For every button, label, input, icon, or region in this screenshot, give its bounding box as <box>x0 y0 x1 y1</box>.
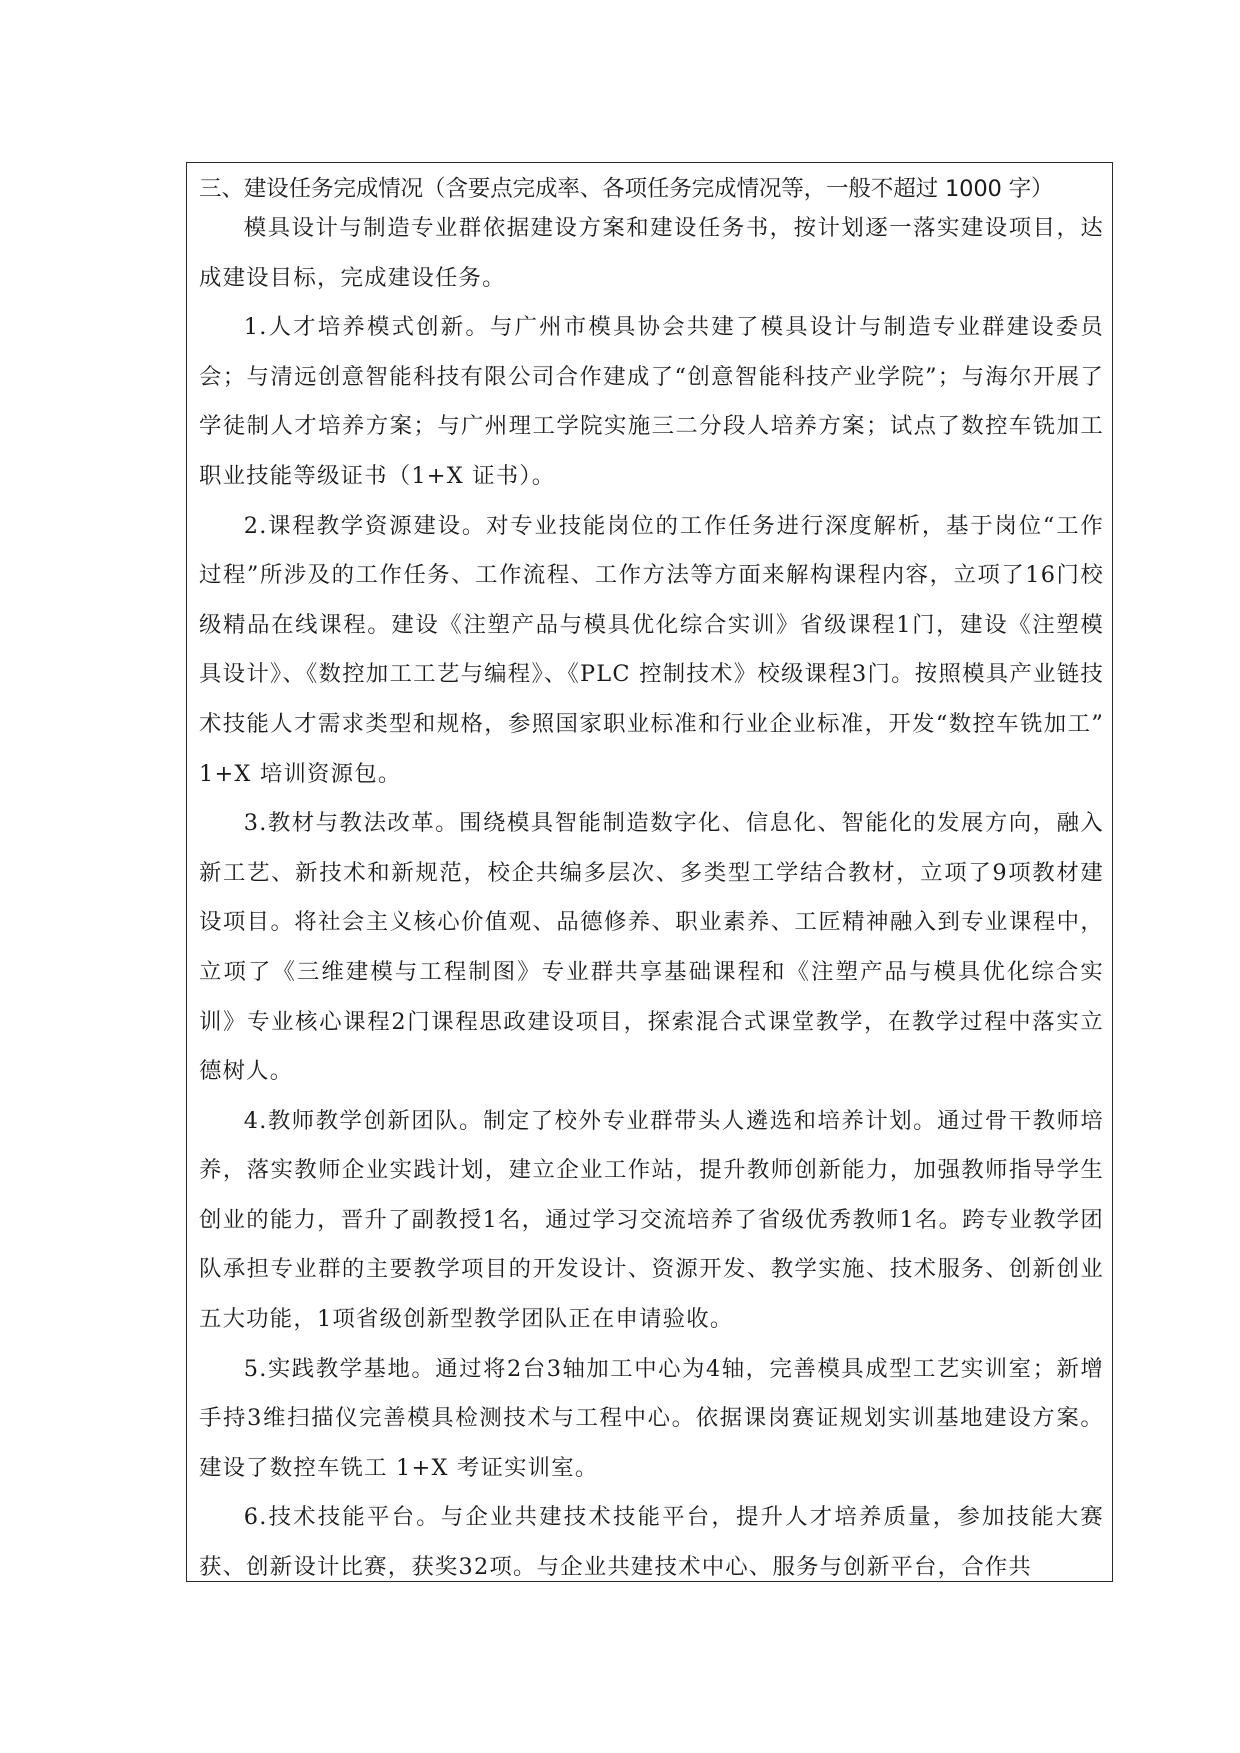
intro-paragraph: 模具设计与制造专业群依据建设方案和建设任务书，按计划逐一落实建设项目，达成建设目标，完成建设任务。 <box>199 215 1104 291</box>
document-table-cell <box>186 162 1113 1582</box>
section-body <box>199 204 1104 1582</box>
paragraph-practice-base: 5.实践教学基地。通过将2台3轴加工中心为4轴，完善模具成型工艺实训室；新增手持3维扫描仪完善模具检测技术与工程中心。依据课岗赛证规划实训基地建设方案。建设了数控车铣工 1+X 考证实训室。 <box>199 1355 1104 1481</box>
paragraph-talent-training: 1.人才培养模式创新。与广州市模具协会共建了模具设计与制造专业群建设委员会；与清远创意智能科技有限公司合作建成了“创意智能科技产业学院”；与海尔开展了学徒制人才培养方案；与广州理工学院实施三二分段人培养方案；试点了数控车铣加工职业技能等级证书（1+X 证书）。 <box>199 314 1104 489</box>
paragraph-course-resources: 2.课程教学资源建设。对专业技能岗位的工作任务进行深度解析，基于岗位“工作过程”所涉及的工作任务、工作流程、工作方法等方面来解构课程内容，立项了16门校级精品在线课程。建设《注塑产品与模具优化综合实训》省级课程1门，建设《注塑模具设计》、《数控加工工艺与编程》、《PLC 控制技术》校级课程3门。按照模具产业链技术技能人才需求类型和规格，参照国家职业标准和行业企业标准，开发“数控车铣加工” 1+X 培训资源包。 <box>199 512 1104 787</box>
section-heading: 三、建设任务完成情况（含要点完成率、各项任务完成情况等，一般不超过 1000 字） <box>199 176 1054 202</box>
paragraph-textbook-reform: 3.教材与教法改革。围绕模具智能制造数字化、信息化、智能化的发展方向，融入新工艺、新技术和新规范，校企共编多层次、多类型工学结合教材，立项了9项教材建设项目。将社会主义核心价值观、品德修养、职业素养、工匠精神融入到专业课程中，立项了《三维建模与工程制图》专业群共享基础课程和《注塑产品与模具优化综合实训》专业核心课程2门课程思政建设项目，探索混合式课堂教学，在教学过程中落实立德树人。 <box>199 810 1104 1085</box>
paragraph-teaching-team: 4.教师教学创新团队。制定了校外专业群带头人遴选和培养计划。通过骨干教师培养，落实教师企业实践计划，建立企业工作站，提升教师创新能力，加强教师指导学生创业的能力，晋升了副教授1名，通过学习交流培养了省级优秀教师1名。跨专业教学团队承担专业群的主要教学项目的开发设计、资源开发、教学实施、技术服务、创新创业五大功能，1项省级创新型教学团队正在申请验收。 <box>199 1107 1104 1333</box>
paragraph-skill-platform: 6.技术技能平台。与企业共建技术技能平台，提升人才培养质量，参加技能大赛获、创新设计比赛，获奖32项。与企业共建技术中心、服务与创新平台，合作共 <box>199 1504 1104 1581</box>
